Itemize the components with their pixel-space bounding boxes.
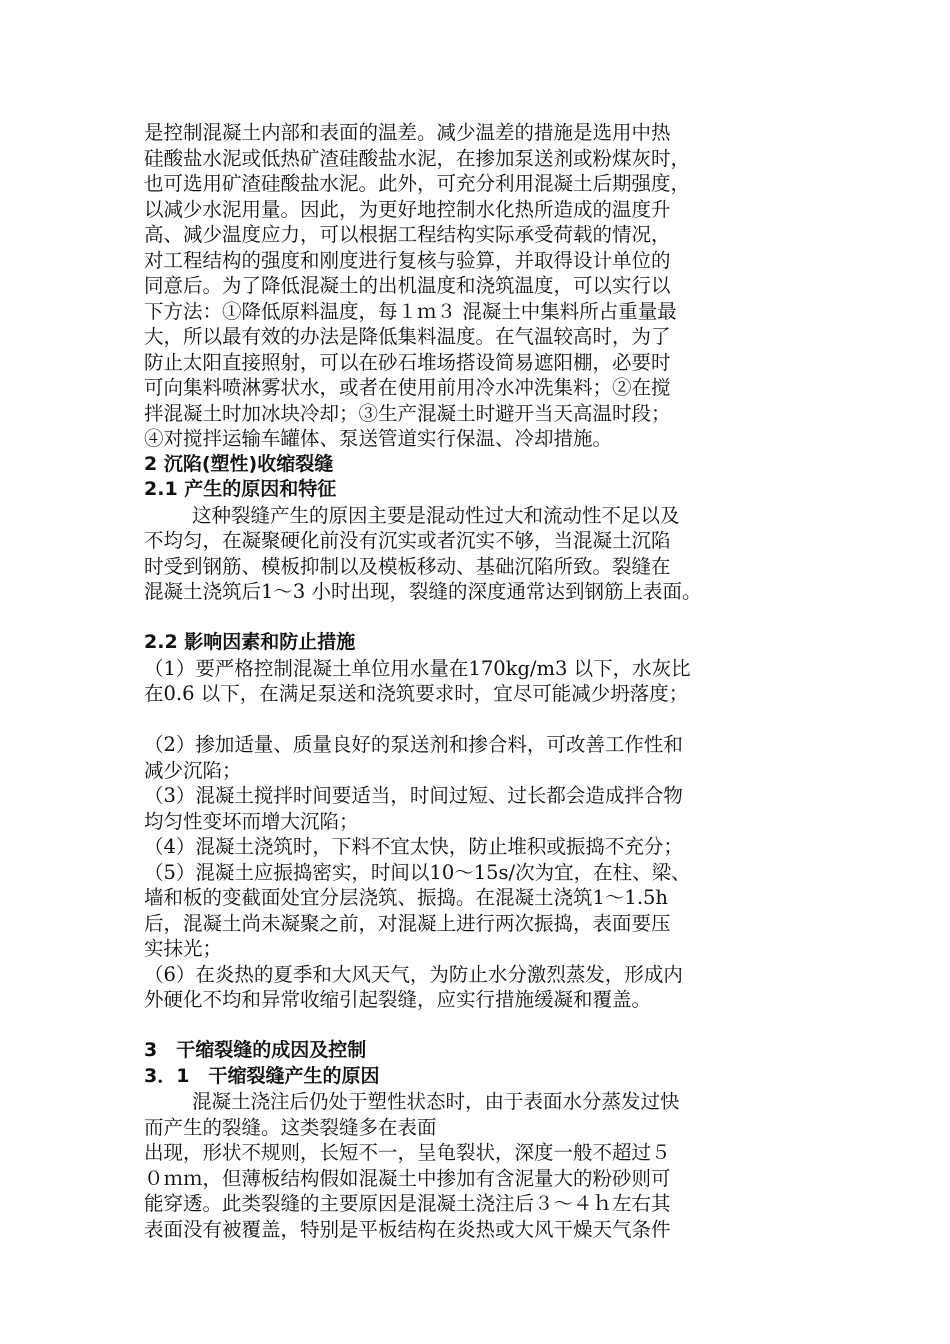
section-2-1-paragraph <box>144 503 809 605</box>
text-line: （5）混凝土应振捣密实，时间以10～15s/次为宜，在柱、梁、 <box>144 860 691 884</box>
text-line: 高、减少温度应力，可以根据工程结构实际承受荷载的情况， <box>144 223 671 246</box>
text-line: 大，所以最有效的办法是降低集料温度。在气温较高时，为了 <box>144 325 671 348</box>
section-3-heading: 3 干缩裂缝的成因及控制 <box>144 1039 367 1061</box>
text-line: ０ｍｍ，但薄板结构假如混凝土中掺加有含泥量大的粉砂则可 <box>144 1166 671 1190</box>
measure-item-2 <box>144 732 809 783</box>
text-line: 同意后。为了降低混凝土的出机温度和浇筑温度，可以实行以 <box>144 274 671 297</box>
text-line: 这种裂缝产生的原因主要是混动性过大和流动性不足以及 <box>192 503 680 527</box>
text-line: 拌混凝土时加冰块冷却；③生产混凝土时避开当天高温时段； <box>144 401 671 425</box>
measure-item-5 <box>144 860 809 962</box>
text-line: 不均匀，在凝聚硬化前没有沉实或者沉实不够，当混凝土沉陷 <box>144 529 671 552</box>
text-line: 混凝土浇注后仍处于塑性状态时，由于表面水分蒸发过快 <box>192 1090 680 1113</box>
text-line: 后，混凝土尚未凝聚之前，对混凝上进行两次振捣，表面要压 <box>144 911 671 935</box>
text-line: 以减少水泥用量。因此，为更好地控制水化热所造成的温度升 <box>144 197 671 221</box>
text-line: 是控制混凝土内部和表面的温差。减少温差的措施是选用中热 <box>144 121 671 144</box>
text-line: 硅酸盐水泥或低热矿渣硅酸盐水泥，在掺加泵送剂或粉煤灰时， <box>144 146 691 170</box>
measure-item-4 <box>144 834 809 860</box>
section-2-heading: 2 沉陷(塑性)收缩裂缝 <box>144 452 334 475</box>
text-line: 外硬化不均和异常收缩引起裂缝，应实行措施缓凝和覆盖。 <box>144 988 652 1011</box>
measure-item-3 <box>144 783 809 834</box>
text-line: 防止太阳直接照射，可以在砂石堆场搭设简易遮阳棚，必要时 <box>144 350 671 374</box>
measure-item-1 <box>144 656 809 707</box>
text-line: 下方法：①降低原料温度，每１ｍ３ 混凝土中集料所占重量最 <box>144 299 677 323</box>
text-line: （2）掺加适量、质量良好的泵送剂和掺合料，可改善工作性和 <box>144 733 683 756</box>
text-line: 能穿透。此类裂缝的主要原因是混凝土浇注后３～４ｈ左右其 <box>144 1192 671 1215</box>
section-2-1-heading: 2.1 产生的原因和特征 <box>144 478 337 500</box>
text-line: 均匀性变坏而增大沉陷； <box>144 809 359 833</box>
measure-item-6 <box>144 962 809 1013</box>
text-line: （4）混凝土浇筑时，下料不宜太快，防止堆积或振捣不充分； <box>144 835 683 858</box>
text-line: 混凝土浇筑后1～3 小时出现，裂缝的深度通常达到钢筋上表面。 <box>144 580 702 603</box>
text-line: 减少沉陷； <box>144 758 242 782</box>
spacer <box>144 1013 809 1039</box>
text-line: （6）在炎热的夏季和大风天气，为防止水分激烈蒸发，形成内 <box>144 962 683 986</box>
section-2-2-heading: 2.2 影响因素和防止措施 <box>144 631 356 653</box>
text-line: 出现，形状不规则，长短不一，呈龟裂状，深度一般不超过５ <box>144 1141 671 1164</box>
text-line: 也可选用矿渣硅酸盐水泥。此外，可充分利用混凝土后期强度， <box>144 172 691 195</box>
section-3-1-paragraph <box>144 1089 809 1242</box>
spacer <box>144 707 809 733</box>
section-3-1-heading: 3．1 干缩裂缝产生的原因 <box>144 1064 380 1087</box>
text-line: 对工程结构的强度和刚度进行复核与验算，并取得设计单位的 <box>144 248 671 272</box>
document-page <box>144 120 809 1242</box>
text-line: （3）混凝土搅拌时间要适当，时间过短、过长都会造成拌合物 <box>144 784 683 807</box>
text-line: （1）要严格控制混凝土单位用水量在170kg/m3 以下，水灰比 <box>144 656 691 680</box>
text-line: 墙和板的变截面处宜分层浇筑、振捣。在混凝土浇筑1～1.5h <box>144 886 668 909</box>
text-line: 可向集料喷淋雾状水，或者在使用前用冷水冲洗集料；②在搅 <box>144 376 671 399</box>
text-line: 而产生的裂缝。这类裂缝多在表面 <box>144 1115 437 1139</box>
text-line: 实抹光； <box>144 937 223 960</box>
text-line: ④对搅拌运输车罐体、泵送管道实行保温、冷却措施。 <box>144 427 613 450</box>
spacer <box>144 605 809 631</box>
text-line: 在0.6 以下，在满足泵送和浇筑要求时，宜尽可能减少坍落度； <box>144 682 689 705</box>
intro-paragraph <box>144 120 809 452</box>
text-line: 表面没有被覆盖，特别是平板结构在炎热或大风干燥天气条件 <box>144 1217 671 1241</box>
text-line: 时受到钢筋、模板抑制以及模板移动、基础沉陷所致。裂缝在 <box>144 554 671 578</box>
